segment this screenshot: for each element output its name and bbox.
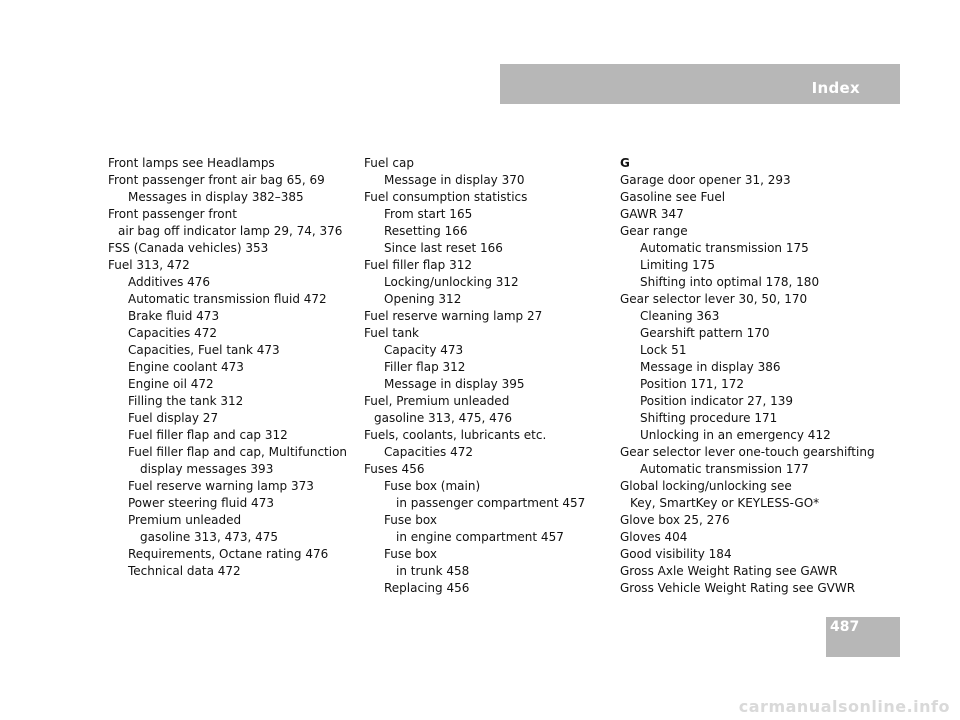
index-column-2 <box>364 155 614 597</box>
index-entry: Lock 51 <box>640 343 687 357</box>
index-entry: Fuel filler flap and cap 312 <box>128 428 288 442</box>
index-entry: Fuse box (main) <box>384 479 481 493</box>
index-entry: Brake fluid 473 <box>128 309 220 323</box>
index-entry: Messages in display 382–385 <box>128 190 304 204</box>
index-entry: Front passenger front air bag 65, 69 <box>108 173 325 187</box>
index-entry: Gear range <box>620 224 688 238</box>
index-entry: Gasoline see Fuel <box>620 190 726 204</box>
index-letter-heading: G <box>620 156 630 170</box>
index-entry: Power steering fluid 473 <box>128 496 274 510</box>
index-entry: Fuel, Premium unleaded <box>364 394 510 408</box>
index-entry: Fuel consumption statistics <box>364 190 528 204</box>
index-entry: Capacities, Fuel tank 473 <box>128 343 280 357</box>
index-entry: Engine coolant 473 <box>128 360 244 374</box>
index-entry: Shifting into optimal 178, 180 <box>640 275 820 289</box>
index-entry: in trunk 458 <box>396 564 470 578</box>
index-entry: Fuse box <box>384 513 437 527</box>
page-number: 487 <box>826 617 900 657</box>
index-entry: in engine compartment 457 <box>396 530 564 544</box>
index-entry: Fuel reserve warning lamp 373 <box>128 479 314 493</box>
header-band <box>500 64 900 104</box>
index-entry: Gross Axle Weight Rating see GAWR <box>620 564 838 578</box>
index-entry: Fuel cap <box>364 156 414 170</box>
index-entry: Position indicator 27, 139 <box>640 394 793 408</box>
index-entry: Automatic transmission 177 <box>640 462 809 476</box>
index-entry: Gloves 404 <box>620 530 688 544</box>
index-entry: air bag off indicator lamp 29, 74, 376 <box>118 224 343 238</box>
index-entry: Good visibility 184 <box>620 547 732 561</box>
index-entry: Additives 476 <box>128 275 211 289</box>
index-entry: display messages 393 <box>140 462 274 476</box>
index-entry: Garage door opener 31, 293 <box>620 173 791 187</box>
index-entry: Opening 312 <box>384 292 462 306</box>
index-entry: Position 171, 172 <box>640 377 744 391</box>
index-entry: From start 165 <box>384 207 473 221</box>
index-entry: Fuel 313, 472 <box>108 258 190 272</box>
index-entry: Capacities 472 <box>384 445 474 459</box>
index-entry: Fuel filler flap 312 <box>364 258 472 272</box>
index-entry: Filler flap 312 <box>384 360 466 374</box>
index-entry: in passenger compartment 457 <box>396 496 586 510</box>
index-entry: FSS (Canada vehicles) 353 <box>108 241 269 255</box>
index-entry: Requirements, Octane rating 476 <box>128 547 329 561</box>
index-entry: GAWR 347 <box>620 207 684 221</box>
index-entry: Unlocking in an emergency 412 <box>640 428 831 442</box>
index-entry: Locking/unlocking 312 <box>384 275 519 289</box>
index-entry: Message in display 386 <box>640 360 781 374</box>
index-entry: Automatic transmission fluid 472 <box>128 292 327 306</box>
index-entry: Front lamps see Headlamps <box>108 156 275 170</box>
index-entry: Automatic transmission 175 <box>640 241 809 255</box>
index-column-1 <box>108 155 358 580</box>
index-entry: Capacities 472 <box>128 326 218 340</box>
index-entry: Since last reset 166 <box>384 241 503 255</box>
index-entry: Global locking/unlocking see <box>620 479 792 493</box>
index-entry: Limiting 175 <box>640 258 716 272</box>
index-entry: Message in display 370 <box>384 173 525 187</box>
index-entry: Fuel tank <box>364 326 419 340</box>
index-entry: Fuses 456 <box>364 462 425 476</box>
index-entry: gasoline 313, 475, 476 <box>374 411 513 425</box>
index-entry: Gearshift pattern 170 <box>640 326 770 340</box>
index-entry: Gear selector lever one-touch gearshifting <box>620 445 875 459</box>
page-title: Index <box>811 79 860 97</box>
index-entry: Fuse box <box>384 547 437 561</box>
index-entry: Premium unleaded <box>128 513 242 527</box>
index-entry: Fuel filler flap and cap, Multifunction <box>128 445 348 459</box>
index-entry: Gear selector lever 30, 50, 170 <box>620 292 808 306</box>
index-entry: gasoline 313, 473, 475 <box>140 530 279 544</box>
index-entry: Fuel display 27 <box>128 411 219 425</box>
index-entry: Cleaning 363 <box>640 309 720 323</box>
index-entry: Engine oil 472 <box>128 377 214 391</box>
index-entry: Key, SmartKey or KEYLESS-GO* <box>630 496 820 510</box>
index-column-3 <box>620 155 875 597</box>
index-entry: Front passenger front <box>108 207 237 221</box>
index-entry: Gross Vehicle Weight Rating see GVWR <box>620 581 856 595</box>
index-entry: Technical data 472 <box>128 564 241 578</box>
index-entry: Glove box 25, 276 <box>620 513 730 527</box>
index-entry: Filling the tank 312 <box>128 394 244 408</box>
index-entry: Replacing 456 <box>384 581 470 595</box>
index-entry: Resetting 166 <box>384 224 468 238</box>
index-entry: Shifting procedure 171 <box>640 411 778 425</box>
index-entry: Message in display 395 <box>384 377 525 391</box>
index-entry: Capacity 473 <box>384 343 464 357</box>
watermark: carmanualsonline.info <box>738 697 950 716</box>
index-entry: Fuel reserve warning lamp 27 <box>364 309 543 323</box>
index-entry: Fuels, coolants, lubricants etc. <box>364 428 547 442</box>
